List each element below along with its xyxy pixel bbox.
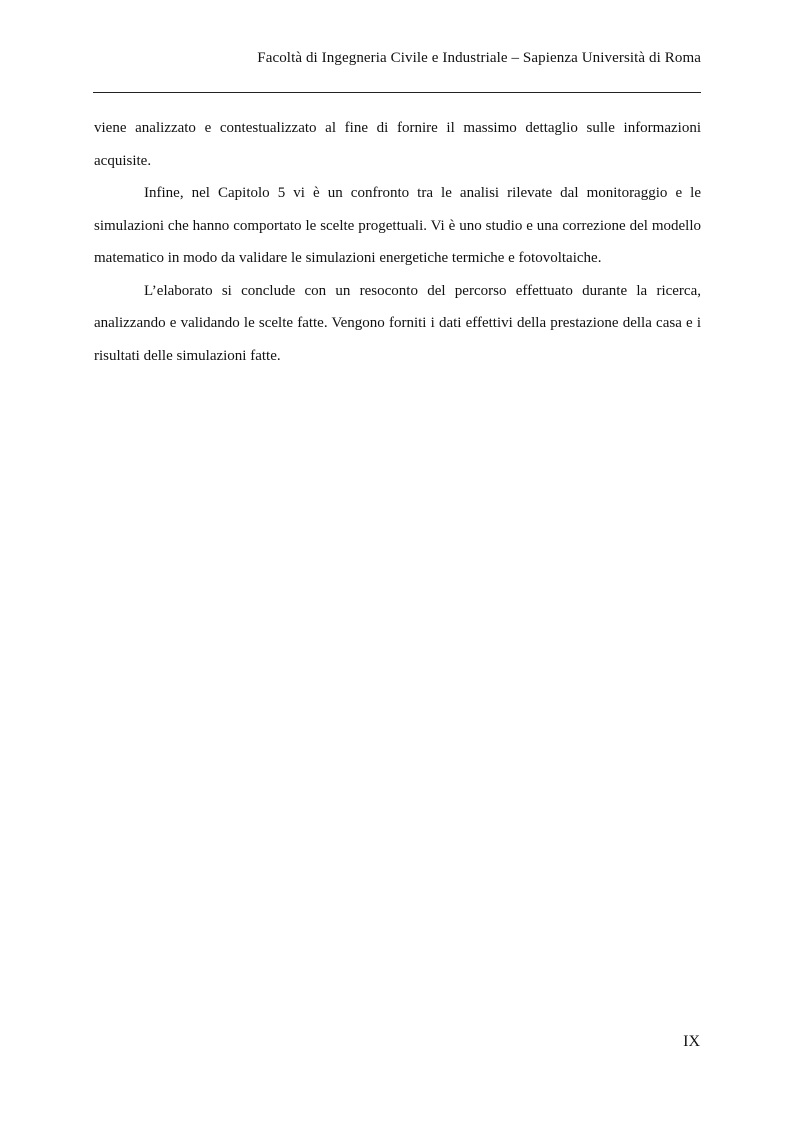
body-text [94,112,701,372]
paragraph-conclusion: L’elaborato si conclude con un resoconto del percorso effettuato durante la ricerca, analizzando e validando le scelte fatte. Vengono forniti i dati effettivi della prestazione della casa e i risultati delle simulazioni fatte. [94,282,701,364]
paragraph-capitolo-5: Infine, nel Capitolo 5 vi è un confronto tra le analisi rilevate dal monitoraggio e le simulazioni che hanno comportato le scelte progettuali. Vi è uno studio e una correzione del modello matematico in modo da validare le simulazioni energetiche termiche e fotovoltaiche. [94,185,701,266]
page-number: IX [683,1033,700,1050]
paragraph-continuation: viene analizzato e contestualizzato al fine di fornire il massimo dettaglio sulle informazioni acquisite. [94,120,701,169]
running-header: Facoltà di Ingegneria Civile e Industriale – Sapienza Università di Roma [257,50,701,66]
header-divider [93,92,701,93]
